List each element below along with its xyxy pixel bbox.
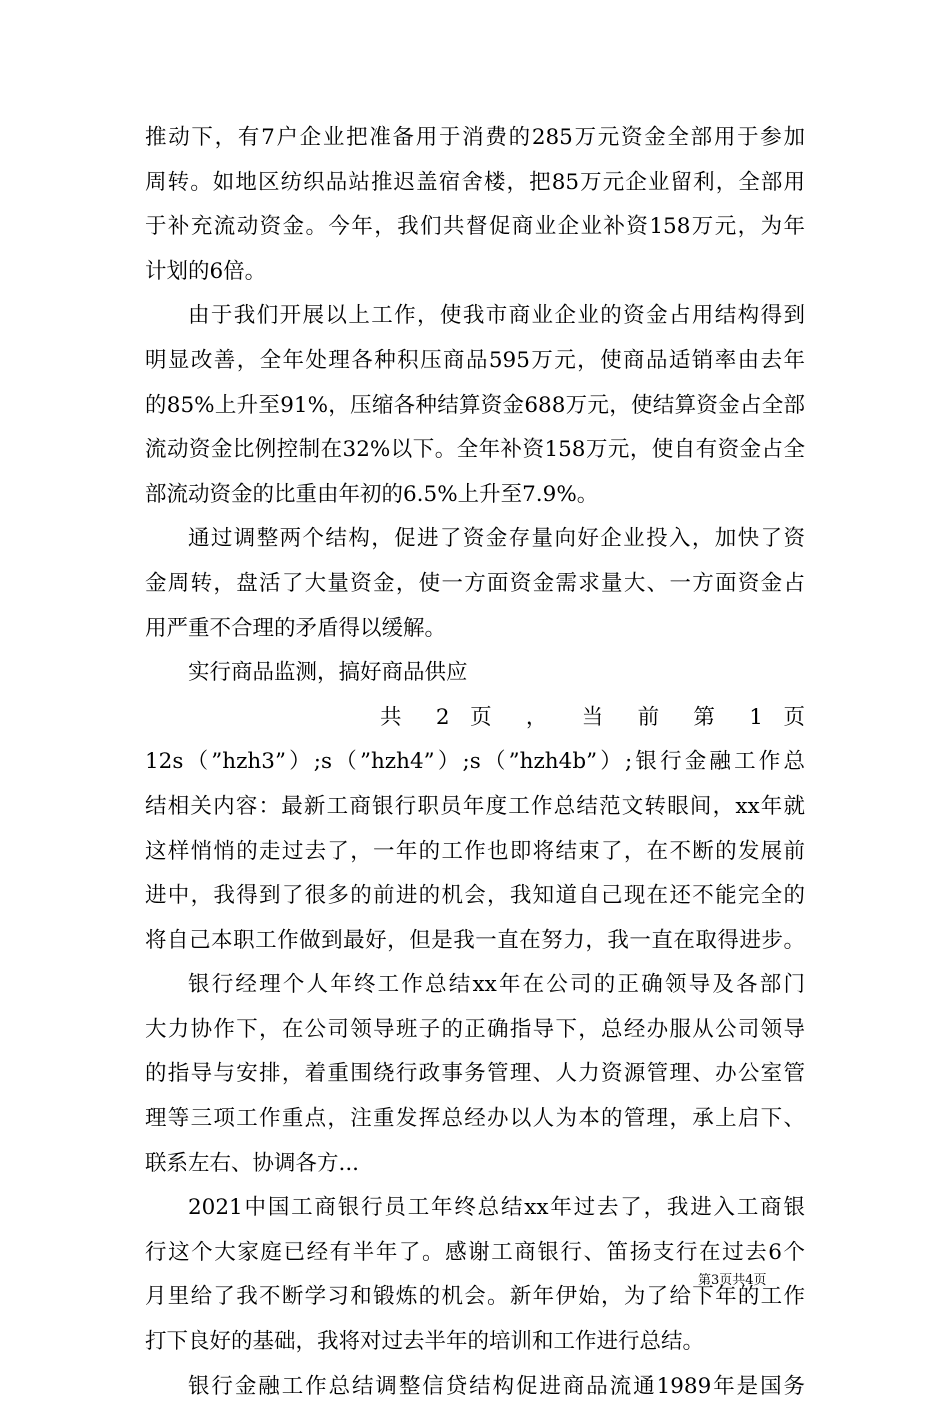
text-line: 流动资金比例控制在32%以下。全年补资158万元，使自有资金占全: [145, 437, 805, 463]
page-footer: 第3页共4页: [698, 1273, 767, 1288]
text-line: 将自己本职工作做到最好，但是我一直在努力，我一直在取得进步。: [145, 927, 805, 953]
text-line: 用严重不合理的矛盾得以缓解。: [145, 615, 447, 641]
text-line: 结相关内容：最新工商银行职员年度工作总结范文转眼间，xx年就: [145, 793, 805, 819]
section-heading: 实行商品监测，搞好商品供应: [188, 660, 468, 686]
text-line: 推动下，有7户企业把准备用于消费的285万元资金全部用于参加: [145, 125, 805, 150]
text-line: 银行经理个人年终工作总结xx年在公司的正确领导及各部门: [188, 972, 805, 998]
text-line: 周转。如地区纺织品站推迟盖宿舍楼，把85万元企业留利，全部用: [145, 169, 805, 195]
text-line: 月里给了我不断学习和锻炼的机会。新年伊始，为了给下年的工作: [145, 1284, 805, 1310]
document-body: [145, 116, 805, 1409]
text-line: 这样悄悄的走过去了，一年的工作也即将结束了，在不断的发展前: [145, 838, 805, 864]
text-line: 联系左右、协调各方...: [145, 1150, 360, 1176]
text-line: 理等三项工作重点，注重发挥总经办以人为本的管理，承上启下、: [145, 1106, 805, 1132]
text-line: 通过调整两个结构，促进了资金存量向好企业投入，加快了资: [188, 526, 805, 552]
text-line: 由于我们开展以上工作，使我市商业企业的资金占用结构得到: [188, 303, 805, 329]
text-line: 12s（”hzh3”）;s（”hzh4”）;s（”hzh4b”）;银行金融工作总: [145, 749, 805, 775]
text-line: 的指导与安排，着重围绕行政事务管理、人力资源管理、办公室管: [145, 1061, 805, 1087]
text-line: 行这个大家庭已经有半年了。感谢工商银行、笛扬支行在过去6个: [145, 1239, 805, 1265]
text-line: 进中，我得到了很多的前进的机会，我知道自己现在还不能完全的: [145, 883, 805, 909]
text-line: 部流动资金的比重由年初的6.5%上升至7.9%。: [145, 481, 599, 507]
text-line: 2021中国工商银行员工年终总结xx年过去了，我进入工商银: [188, 1195, 805, 1221]
page-count-line: 共 2 页 ， 当 前 第 1 页: [380, 704, 805, 730]
text-line: 银行金融工作总结调整信贷结构促进商品流通1989年是国务: [188, 1373, 805, 1399]
text-line: 的85%上升至91%，压缩各种结算资金688万元，使结算资金占全部: [145, 392, 805, 418]
text-line: 金周转，盘活了大量资金，使一方面资金需求量大、一方面资金占: [145, 570, 805, 596]
text-line: 于补充流动资金。今年，我们共督促商业企业补资158万元，为年: [145, 214, 805, 240]
text-line: 明显改善，全年处理各种积压商品595万元，使商品适销率由去年: [145, 347, 805, 373]
text-line: 打下良好的基础，我将对过去半年的培训和工作进行总结。: [145, 1329, 705, 1355]
text-line: 大力协作下，在公司领导班子的正确指导下，总经办服从公司领导: [145, 1016, 805, 1042]
text-line: 计划的6倍。: [145, 258, 267, 284]
